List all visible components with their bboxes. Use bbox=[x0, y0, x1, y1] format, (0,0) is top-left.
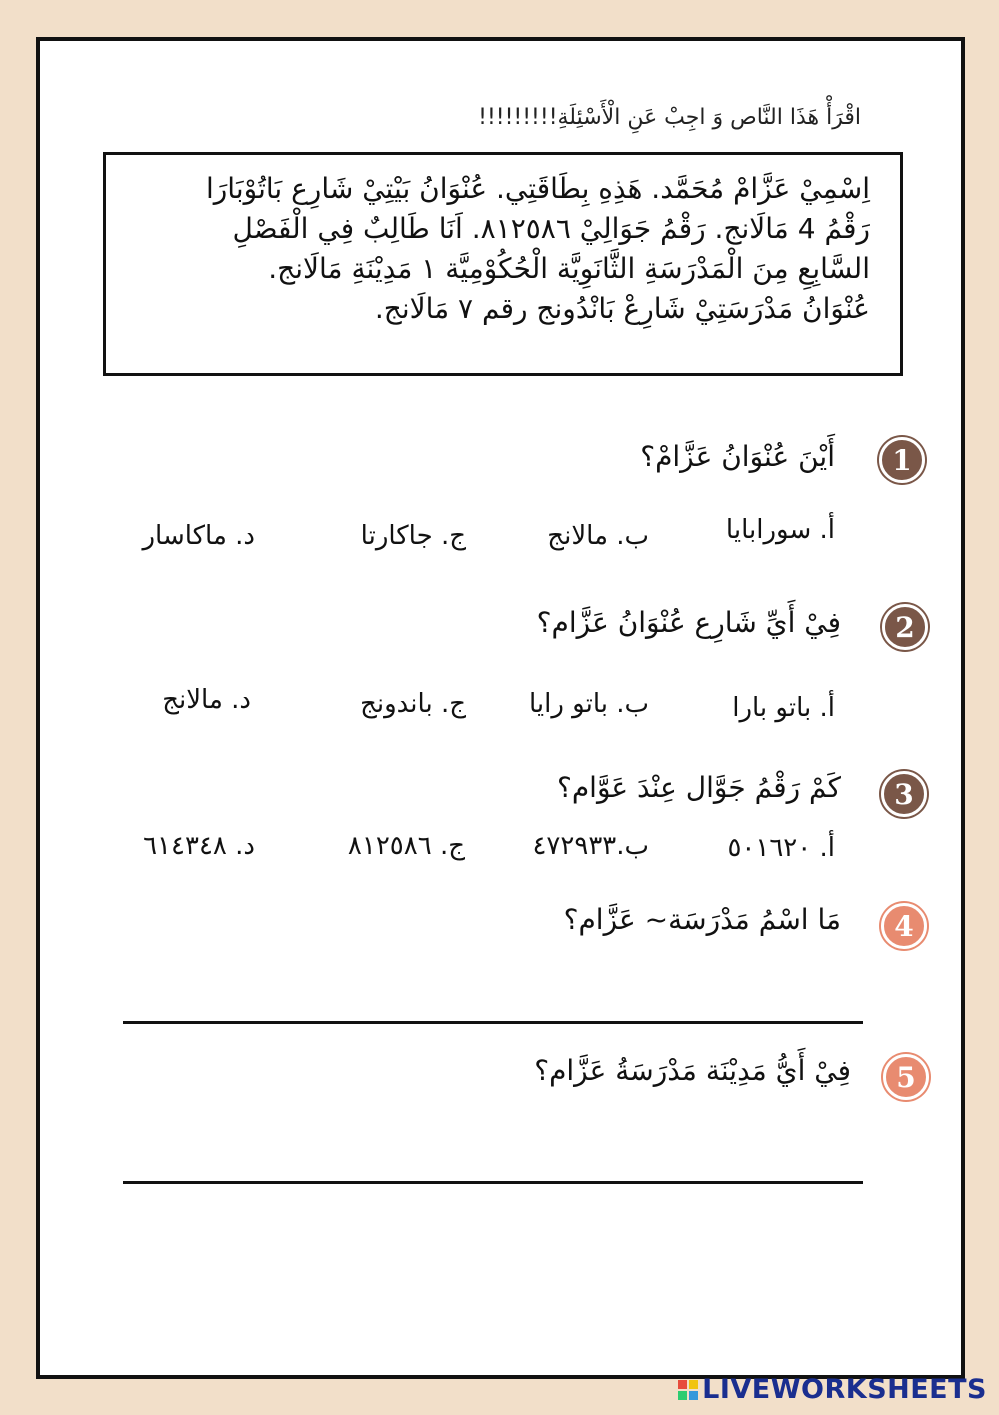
question-1-option-c[interactable]: ج. جاكارتا bbox=[360, 521, 466, 551]
question-2-option-a[interactable]: أ. باتو بارا bbox=[732, 693, 835, 723]
question-2-option-d[interactable]: د. مالانج bbox=[162, 685, 251, 715]
question-2-option-b[interactable]: ب. باتو رايا bbox=[528, 689, 649, 719]
question-4-text: مَا اسْمُ مَدْرَسَة~ عَزَّام؟ bbox=[563, 903, 841, 936]
question-3-option-b[interactable]: ب.٤٧٢٩٣٣ bbox=[532, 831, 649, 861]
question-5-answer-line[interactable] bbox=[123, 1181, 863, 1184]
question-3-number-badge: 3 bbox=[881, 771, 927, 817]
question-3-option-c[interactable]: ج. ٨١٢٥٨٦ bbox=[347, 831, 465, 861]
question-1-text: أَيْنَ عُنْوَانُ عَزَّامْ؟ bbox=[640, 440, 835, 473]
question-1-option-a[interactable]: أ. سورابايا bbox=[725, 515, 835, 545]
worksheet-page bbox=[36, 37, 965, 1379]
instruction-text: اقْرَأْ هَذَا النَّاص وَ اجِبْ عَنِ الْأَسْئِلَةِ!!!!!!!!! bbox=[478, 105, 861, 130]
reading-passage-box bbox=[103, 152, 903, 376]
passage-line: رَقْمُ 4 مَالَانج. رَقْمُ جَوَالِيْ ٨١٢٥٨٦. اَنَا طَالِبٌ فِي الْفَصْلِ bbox=[232, 212, 870, 245]
question-4-answer-line[interactable] bbox=[123, 1021, 863, 1024]
question-2-number-badge: 2 bbox=[882, 604, 928, 650]
question-1-number-badge: 1 bbox=[879, 437, 925, 483]
question-2-text: فِيْ أَيِّ شَارِع عُنْوَانُ عَزَّام؟ bbox=[536, 606, 841, 639]
question-3-option-a[interactable]: أ. ٥٠١٦٢٠ bbox=[727, 833, 835, 863]
question-5-number-badge: 5 bbox=[883, 1054, 929, 1100]
liveworksheets-logo bbox=[678, 1374, 987, 1405]
liveworksheets-logo-text: LIVEWORKSHEETS bbox=[702, 1374, 987, 1405]
passage-line: عُنْوَانُ مَدْرَسَتِيْ شَارِعْ بَانْدُونج رقم ٧ مَالَانج. bbox=[374, 292, 870, 325]
question-1-option-b[interactable]: ب. مالانج bbox=[547, 521, 649, 551]
passage-line: اِسْمِيْ عَزَّامْ مُحَمَّد. هَذِهِ بِطَاقَتِي. عُنْوَانُ بَيْتِيْ شَارِع بَاتُوْبَارَا bbox=[205, 172, 870, 205]
question-3-option-d[interactable]: د. ٦١٤٣٤٨ bbox=[143, 831, 255, 861]
question-1-option-d[interactable]: د. ماكاسار bbox=[142, 521, 255, 551]
passage-line: السَّابِعِ مِنَ الْمَدْرَسَةِ الثَّانَوِيَّة الْحُكُوْمِيَّة ١ مَدِيْنَةِ مَالَانج. bbox=[268, 252, 870, 285]
question-4-number-badge: 4 bbox=[881, 903, 927, 949]
question-3-text: كَمْ رَقْمُ جَوَّال عِنْدَ عَوَّام؟ bbox=[556, 771, 841, 804]
liveworksheets-mark-icon bbox=[678, 1380, 698, 1400]
question-5-text: فِيْ أَيُّ مَدِيْنَة مَدْرَسَةُ عَزَّام؟ bbox=[534, 1054, 851, 1087]
question-2-option-c[interactable]: ج. باندونج bbox=[360, 689, 466, 719]
